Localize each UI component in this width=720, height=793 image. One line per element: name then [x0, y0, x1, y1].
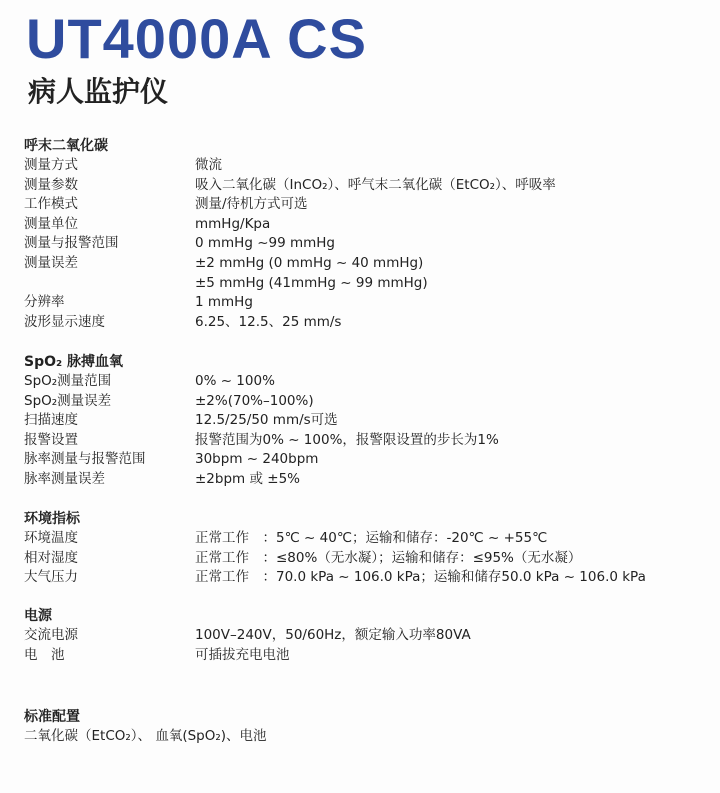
spec-row	[24, 372, 714, 392]
spec-row	[24, 274, 714, 294]
spec-row	[24, 176, 714, 196]
spec-row	[24, 411, 714, 431]
spec-value: 报警范围为0% ~ 100%，报警限设置的步长为1%	[195, 431, 499, 448]
spec-label: 分辨率	[24, 294, 65, 311]
spec-label: SpO₂测量范围	[24, 373, 112, 389]
spec-value: 微流	[195, 157, 222, 173]
spec-label: 大气压力	[24, 569, 78, 586]
product-subtitle: 病人监护仪	[28, 75, 169, 108]
section-header: 标准配置	[24, 709, 80, 725]
section-header: 电源	[24, 608, 52, 624]
spec-label: 交流电源	[24, 627, 78, 643]
spec-label: 电 池	[24, 646, 65, 663]
spec-value: mmHg/Kpa	[195, 215, 271, 232]
spec-value: 正常工作 ：5℃ ~ 40℃；运输和储存：-20℃ ~ +55℃	[195, 530, 548, 546]
spec-row	[24, 156, 714, 176]
spec-value: ±2bpm 或 ±5%	[195, 470, 301, 487]
spec-value: 可插拔充电电池	[195, 646, 290, 663]
spec-value: 0% ~ 100%	[195, 373, 275, 389]
section-header: SpO₂ 脉搏血氧	[24, 354, 124, 370]
spec-label: 脉率测量与报警范围	[24, 451, 146, 468]
spec-label: 环境温度	[24, 530, 78, 546]
spec-value: ±5 mmHg (41mmHg ~ 99 mmHg)	[195, 274, 428, 291]
spec-row	[24, 431, 714, 451]
spec-row	[24, 293, 714, 313]
spec-value: 100V–240V，50/60Hz，额定输入功率80VA	[195, 627, 471, 643]
spec-row	[24, 215, 714, 235]
spec-row	[24, 234, 714, 254]
spec-label: 脉率测量误差	[24, 470, 105, 487]
spec-row	[24, 646, 714, 666]
spec-row	[24, 195, 714, 215]
spec-value: ±2 mmHg (0 mmHg ~ 40 mmHg)	[195, 254, 424, 271]
spec-row	[24, 727, 714, 747]
spec-row	[24, 392, 714, 412]
section-spo2	[24, 352, 714, 490]
spec-value: 0 mmHg ~99 mmHg	[195, 235, 335, 252]
spec-row	[24, 254, 714, 274]
spec-value: 正常工作 ：≤80%（无水凝）；运输和储存：≤95%（无水凝）	[195, 549, 582, 566]
spec-value: 12.5/25/50 mm/s可选	[195, 412, 338, 429]
spec-value: 30bpm ~ 240bpm	[195, 451, 319, 468]
product-title: UT4000A CS	[26, 7, 367, 70]
spec-label: 波形显示速度	[24, 313, 105, 330]
spec-label: 测量单位	[24, 215, 78, 232]
spec-label: SpO₂测量误差	[24, 392, 112, 409]
spec-label: 测量与报警范围	[24, 235, 119, 252]
spec-row	[24, 529, 714, 549]
spec-value: 1 mmHg	[195, 294, 253, 311]
section-environment	[24, 509, 714, 588]
spec-value: 6.25、12.5、25 mm/s	[195, 313, 342, 330]
spec-label: 测量参数	[24, 176, 78, 193]
spec-label	[24, 274, 195, 294]
spec-label: 工作模式	[24, 196, 78, 213]
spec-row	[24, 568, 714, 588]
section-power	[24, 606, 714, 665]
spec-label: 测量误差	[24, 254, 78, 271]
spec-label: 二氧化碳（EtCO₂）、 血氧(SpO₂)、电池	[24, 728, 267, 744]
section-header: 环境指标	[24, 511, 80, 527]
spec-value: 测量/待机方式可选	[195, 196, 308, 213]
spec-label: 测量方式	[24, 157, 78, 173]
spec-label: 相对湿度	[24, 549, 78, 566]
section-capnography	[24, 136, 714, 332]
spec-value: 正常工作 ：70.0 kPa ~ 106.0 kPa；运输和储存50.0 kPa ~ 106.0 kPa	[195, 569, 646, 586]
spec-label: 报警设置	[24, 431, 78, 448]
section-header: 呼末二氧化碳	[24, 138, 108, 154]
spec-row	[24, 549, 714, 569]
spec-value: ±2%(70%–100%)	[195, 392, 314, 409]
spec-row	[24, 626, 714, 646]
spec-row	[24, 450, 714, 470]
spec-row	[24, 470, 714, 490]
spec-row	[24, 313, 714, 333]
spec-label: 扫描速度	[24, 412, 78, 429]
section-standard-config	[24, 707, 714, 747]
spec-value: 吸入二氧化碳（InCO₂）、呼气末二氧化碳（EtCO₂）、呼吸率	[195, 176, 556, 193]
